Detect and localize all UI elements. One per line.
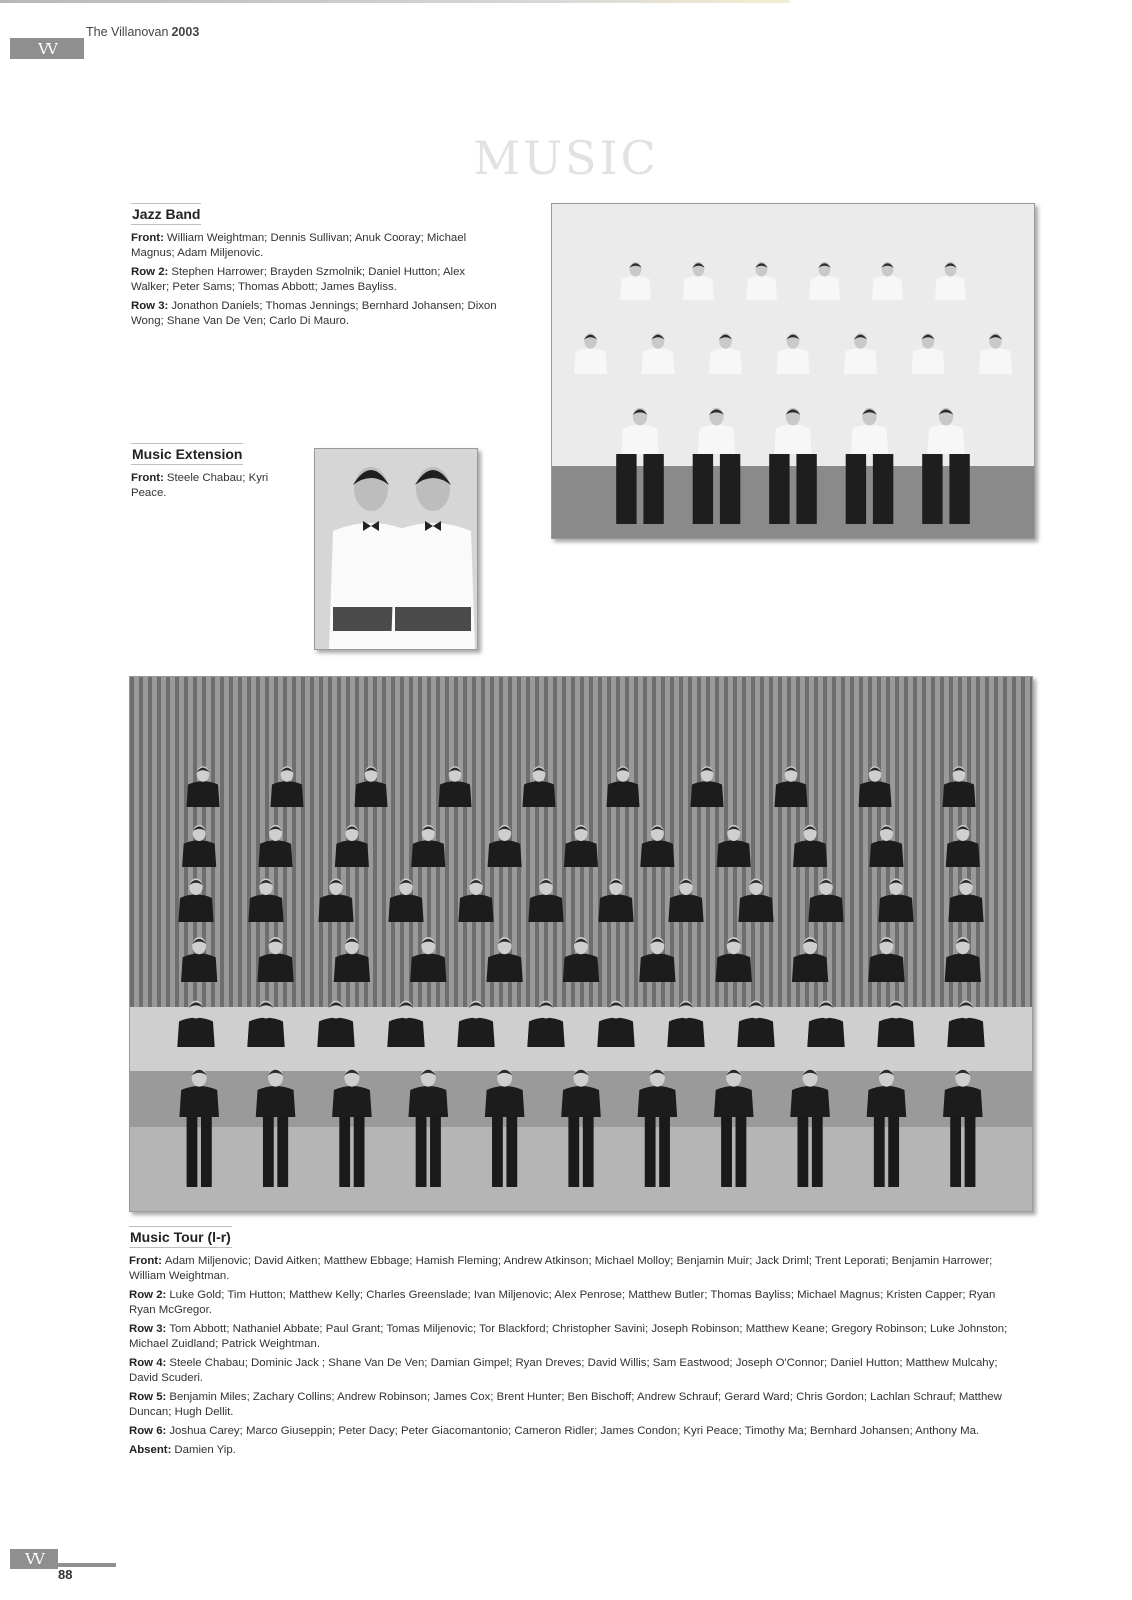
section-title: MUSIC	[473, 130, 659, 185]
music-tour-caption	[129, 1226, 1009, 1462]
music-extension-photo-image	[315, 449, 477, 649]
publication-name: The Villanovan	[86, 25, 169, 39]
logo-text: VV	[38, 39, 56, 58]
row-label: Row 5:	[129, 1391, 167, 1403]
villanovan-logo	[10, 38, 84, 59]
caption-row	[131, 265, 503, 295]
row-names: Stephen Harrower; Brayden Szmolnik; Daniel Hutton; Alex Walker; Peter Sams; Thomas Abbott; James Bayliss.	[131, 266, 466, 293]
row-label: Absent:	[129, 1444, 172, 1456]
music-tour-heading: Music Tour (l-r)	[129, 1226, 232, 1248]
row-label: Row 2:	[129, 1289, 167, 1301]
jazz-band-photo-image	[552, 204, 1034, 538]
publication-year: 2003	[171, 25, 200, 39]
music-tour-photo	[129, 676, 1033, 1212]
top-rule	[0, 0, 790, 3]
caption-row	[129, 1356, 1009, 1386]
row-label: Front:	[131, 472, 164, 484]
row-names: Steele Chabau; Kyri Peace.	[131, 472, 269, 499]
row-names: Tom Abbott; Nathaniel Abbate; Paul Grant; Tomas Miljenovic; Tor Blackford; Christopher Savini; Joseph Robinson; Matthew Keane; Gregory Robinson; Luke Johnston; Michael Zuidland; Patrick Weightman.	[129, 1323, 1008, 1350]
caption-row	[129, 1424, 1009, 1439]
row-names: Damien Yip.	[174, 1444, 236, 1456]
jazz-band-rows	[131, 231, 503, 329]
music-extension-rows	[131, 471, 281, 501]
row-label: Row 3:	[129, 1323, 167, 1335]
page-number: 88	[58, 1567, 73, 1582]
footer-logo	[10, 1549, 58, 1569]
row-label: Row 3:	[131, 300, 169, 312]
caption-row	[129, 1288, 1009, 1318]
caption-row	[131, 471, 281, 501]
row-names: Adam Miljenovic; David Aitken; Matthew Ebbage; Hamish Fleming; Andrew Atkinson; Michael Molloy; Benjamin Muir; Jack Driml; Trent Leporati; Benjamin Harrower; William Weightman.	[129, 1255, 993, 1282]
row-names: Joshua Carey; Marco Giuseppin; Peter Dacy; Peter Giacomantonio; Cameron Ridler; James Condon; Kyri Peace; Timothy Ma; Bernhard Johansen; Anthony Ma.	[169, 1425, 980, 1437]
row-label: Row 4:	[129, 1357, 167, 1369]
music-tour-rows	[129, 1254, 1009, 1458]
running-head	[86, 25, 199, 39]
jazz-band-heading: Jazz Band	[131, 203, 201, 225]
caption-row	[129, 1254, 1009, 1284]
caption-row	[129, 1390, 1009, 1420]
caption-row	[131, 299, 503, 329]
caption-row	[129, 1322, 1009, 1352]
logo-text: VV	[25, 1550, 43, 1568]
row-label: Front:	[129, 1255, 162, 1267]
caption-row	[131, 231, 503, 261]
row-label: Front:	[131, 232, 164, 244]
music-extension-heading: Music Extension	[131, 443, 243, 465]
jazz-band-photo	[551, 203, 1035, 539]
row-names: William Weightman; Dennis Sullivan; Anuk Cooray; Michael Magnus; Adam Miljenovic.	[131, 232, 467, 259]
row-names: Luke Gold; Tim Hutton; Matthew Kelly; Charles Greenslade; Ivan Miljenovic; Alex Penrose; Matthew Butler; Thomas Bayliss; Michael Magnus; Kristen Capper; Ryan Ryan McGregor.	[129, 1289, 996, 1316]
row-names: Jonathon Daniels; Thomas Jennings; Bernhard Johansen; Dixon Wong; Shane Van De Ven; Carlo Di Mauro.	[131, 300, 497, 327]
row-label: Row 6:	[129, 1425, 167, 1437]
row-label: Row 2:	[131, 266, 169, 278]
music-tour-photo-image	[130, 677, 1032, 1211]
row-names: Steele Chabau; Dominic Jack ; Shane Van De Ven; Damian Gimpel; Ryan Dreves; David Willis; Sam Eastwood; Joseph O'Connor; Daniel Hutton; Matthew Mulcahy; David Scuderi.	[129, 1357, 998, 1384]
music-extension-caption	[131, 443, 281, 505]
jazz-band-caption	[131, 203, 503, 333]
row-names: Benjamin Miles; Zachary Collins; Andrew Robinson; James Cox; Brent Hunter; Ben Bischoff; Andrew Schrauf; Gerard Ward; Chris Gordon; Lachlan Schrauf; Matthew Duncan; Hugh Dellit.	[129, 1391, 1002, 1418]
caption-row	[129, 1443, 1009, 1458]
music-extension-photo	[314, 448, 478, 650]
